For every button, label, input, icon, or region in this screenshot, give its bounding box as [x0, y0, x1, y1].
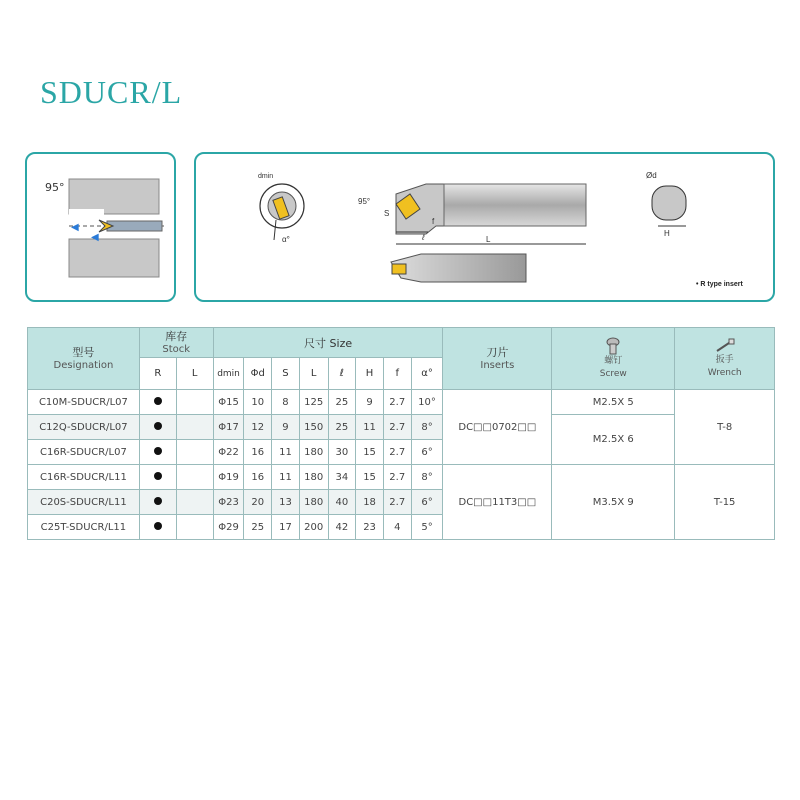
f-header: f [383, 358, 411, 390]
ell-cell: 25 [328, 415, 356, 440]
angle-cell: 8° [411, 415, 443, 440]
stock-r-cell [139, 465, 176, 490]
s-cell: 11 [272, 465, 300, 490]
wrench-header: 扳手 Wrench [675, 328, 775, 390]
d-cell: 20 [244, 490, 272, 515]
stock-r-cell [139, 440, 176, 465]
boring-diagram-panel [25, 152, 176, 302]
dmin-cell: Φ15 [213, 390, 244, 415]
stock-r-cell [139, 490, 176, 515]
screw-icon [605, 337, 621, 355]
angle-label: 95° [45, 181, 65, 194]
h-header: H [356, 358, 384, 390]
l-cell: 200 [299, 515, 328, 540]
stock-header: 库存 Stock [139, 328, 213, 358]
s-cell: 8 [272, 390, 300, 415]
f-label: f [432, 217, 435, 226]
in-stock-dot [154, 397, 162, 405]
s-cell: 9 [272, 415, 300, 440]
stock-l-cell [176, 515, 213, 540]
L-label: L [486, 235, 491, 244]
angle-header: α° [411, 358, 443, 390]
ell-header: ℓ [328, 358, 356, 390]
dmin-cell: Φ23 [213, 490, 244, 515]
angle-95-label: 95° [358, 197, 371, 206]
f-cell: 4 [383, 515, 411, 540]
angle-cell: 5° [411, 515, 443, 540]
dmin-cell: Φ19 [213, 465, 244, 490]
r-type-note: • R type insert [696, 281, 743, 288]
stock-r-cell [139, 390, 176, 415]
dmin-header: dmin [213, 358, 244, 390]
stock-r-header: R [139, 358, 176, 390]
insert-cell: DC□□0702□□ [443, 390, 552, 465]
stock-r-cell [139, 415, 176, 440]
h-cell: 18 [356, 490, 384, 515]
ell-cell: 25 [328, 390, 356, 415]
d-cell: 16 [244, 440, 272, 465]
d-cell: 25 [244, 515, 272, 540]
phid-label: Ød [646, 171, 657, 180]
l-cell: 125 [299, 390, 328, 415]
h-cell: 9 [356, 390, 384, 415]
angle-cell: 8° [411, 465, 443, 490]
designation-cell: C12Q-SDUCR/L07 [28, 415, 140, 440]
s-label: S [384, 209, 390, 218]
stock-l-header: L [176, 358, 213, 390]
f-cell: 2.7 [383, 490, 411, 515]
designation-cell: C25T-SDUCR/L11 [28, 515, 140, 540]
screw-cell: M2.5X 6 [552, 415, 675, 465]
h-cell: 15 [356, 440, 384, 465]
dmin-label: dmin [258, 173, 274, 180]
ell-cell: 34 [328, 465, 356, 490]
f-cell: 2.7 [383, 415, 411, 440]
ell-cell: 40 [328, 490, 356, 515]
ell-cell: 42 [328, 515, 356, 540]
svg-text:◀: ◀ [91, 232, 99, 243]
designation-header: 型号 Designation [28, 328, 140, 390]
stock-l-cell [176, 415, 213, 440]
table-row [28, 415, 775, 440]
l-cell: 180 [299, 440, 328, 465]
inserts-header: 刀片 Inserts [443, 328, 552, 390]
h-cell: 23 [356, 515, 384, 540]
h-label: H [664, 229, 670, 238]
d-cell: 10 [244, 390, 272, 415]
alpha-label: α° [282, 235, 290, 244]
screw-header: 螺钉 Screw [552, 328, 675, 390]
in-stock-dot [154, 472, 162, 480]
s-cell: 17 [272, 515, 300, 540]
svg-text:◀: ◀ [71, 222, 79, 233]
f-cell: 2.7 [383, 465, 411, 490]
h-cell: 11 [356, 415, 384, 440]
screw-cell: M2.5X 5 [552, 390, 675, 415]
stock-l-cell [176, 440, 213, 465]
dmin-cell: Φ22 [213, 440, 244, 465]
s-cell: 11 [272, 440, 300, 465]
h-cell: 15 [356, 465, 384, 490]
in-stock-dot [154, 522, 162, 530]
page-title: SDUCR/L [40, 74, 183, 110]
s-cell: 13 [272, 490, 300, 515]
in-stock-dot [154, 447, 162, 455]
angle-cell: 6° [411, 440, 443, 465]
dmin-cell: Φ29 [213, 515, 244, 540]
designation-cell: C16R-SDUCR/L11 [28, 465, 140, 490]
dmin-cell: Φ17 [213, 415, 244, 440]
wrench-cell: T-15 [675, 465, 775, 540]
dimension-diagram [196, 154, 777, 304]
stock-l-cell [176, 490, 213, 515]
l-cell: 180 [299, 465, 328, 490]
d-cell: 12 [244, 415, 272, 440]
angle-cell: 10° [411, 390, 443, 415]
spec-table [27, 327, 775, 540]
l-cell: 150 [299, 415, 328, 440]
screw-cell: M3.5X 9 [552, 465, 675, 540]
in-stock-dot [154, 422, 162, 430]
f-cell: 2.7 [383, 440, 411, 465]
wrench-cell: T-8 [675, 390, 775, 465]
l-label: ℓ [422, 233, 425, 242]
f-cell: 2.7 [383, 390, 411, 415]
designation-cell: C16R-SDUCR/L07 [28, 440, 140, 465]
l-cell: 180 [299, 490, 328, 515]
boring-diagram [27, 154, 178, 304]
stock-r-cell [139, 515, 176, 540]
phid-header: Φd [244, 358, 272, 390]
s-header: S [272, 358, 300, 390]
angle-cell: 6° [411, 490, 443, 515]
table-row [28, 465, 775, 490]
insert-cell: DC□□11T3□□ [443, 465, 552, 540]
d-cell: 16 [244, 465, 272, 490]
wrench-icon [714, 338, 736, 354]
dimension-diagram-panel [194, 152, 775, 302]
designation-cell: C20S-SDUCR/L11 [28, 490, 140, 515]
table-row [28, 390, 775, 415]
stock-l-cell [176, 465, 213, 490]
l-header: L [299, 358, 328, 390]
ell-cell: 30 [328, 440, 356, 465]
in-stock-dot [154, 497, 162, 505]
stock-l-cell [176, 390, 213, 415]
size-header: 尺寸 Size [213, 328, 443, 358]
designation-cell: C10M-SDUCR/L07 [28, 390, 140, 415]
